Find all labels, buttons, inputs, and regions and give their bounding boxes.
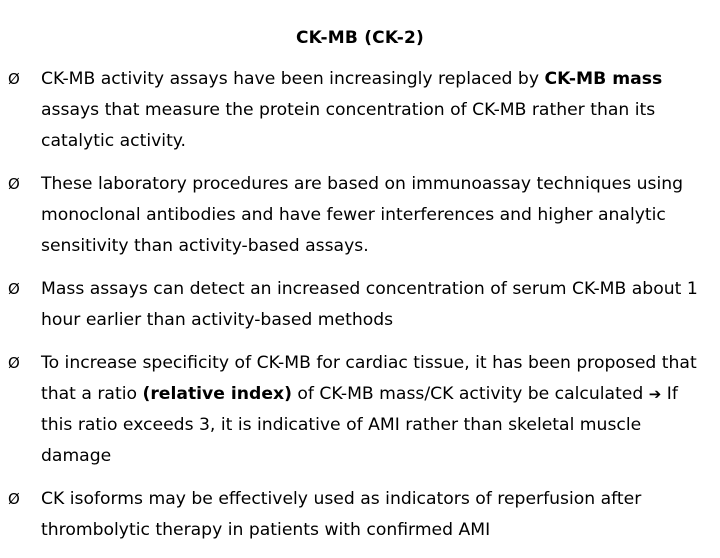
bullet-text: CK isoforms may be effectively used as indicators of reperfusion after thrombolytic therapy in patients with confirmed AMI xyxy=(41,489,642,540)
bullet-arrowhead-icon: Ø xyxy=(8,354,20,372)
bullet-text: Mass assays can detect an increased concentration of serum CK-MB about 1 hour earlier than activity-based methods xyxy=(41,279,698,330)
bullet-arrowhead-icon: Ø xyxy=(8,175,20,193)
bullet-arrowhead-icon: Ø xyxy=(8,70,20,88)
bullet-text: These laboratory procedures are based on immunoassay techniques using monoclonal antibodies and have fewer interferences and higher analytic sensitivity than activity-based assays. xyxy=(41,174,684,256)
bullet-text: of CK-MB mass/CK activity be calculated xyxy=(291,384,649,404)
right-arrow-icon: ➔ xyxy=(648,385,662,403)
bullet-text: If this ratio exceeds 3, it is indicative of AMI rather than skeletal muscle damage xyxy=(41,384,678,466)
bullet-emphasis: (relative index) xyxy=(142,384,292,404)
bullet-item-mass-assays xyxy=(8,274,713,336)
bullet-text: To increase specificity of CK-MB for cardiac tissue, it has been proposed that that a ratio xyxy=(41,353,697,404)
bullet-item-relative-index xyxy=(8,348,713,472)
bullet-item-immunoassay xyxy=(8,169,713,262)
bullet-text: CK-MB activity assays have been increasingly replaced by xyxy=(41,69,545,89)
bullet-arrowhead-icon: Ø xyxy=(8,280,20,298)
bullet-emphasis: CK-MB mass xyxy=(544,69,663,89)
bullet-item-ck-mb-mass xyxy=(8,64,713,157)
bullet-list xyxy=(8,64,713,558)
bullet-item-ck-isoforms xyxy=(8,484,713,546)
bullet-text: assays that measure the protein concentration of CK-MB rather than its catalytic activity. xyxy=(41,100,656,151)
bullet-arrowhead-icon: Ø xyxy=(8,490,20,508)
slide-title: CK-MB (CK-2) xyxy=(295,28,425,48)
